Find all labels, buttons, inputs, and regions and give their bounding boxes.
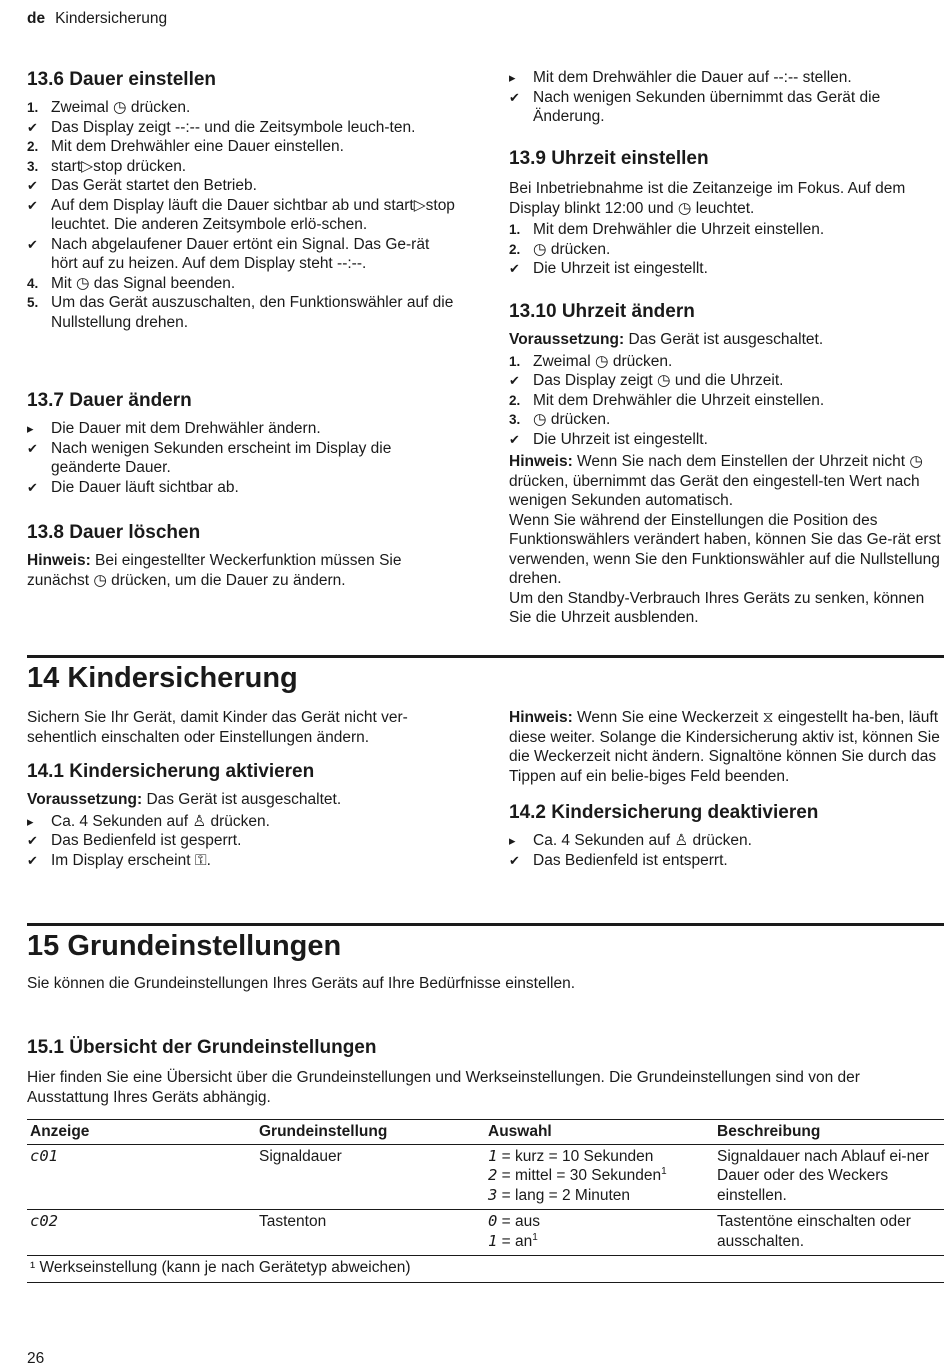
section-14-right [509,708,944,870]
table-header-row [27,1120,944,1145]
list-13-8 [509,68,944,127]
note-text: Wenn Sie eine Weckerzeit ⧖ eingestellt ha-ben, läuft diese weiter. Solange die Kindersicherung aktiv ist, können Sie die Weckerzeit nicht ändern. Signaltöne können Sie durch das Tippen auf ein belie-biges Feld beenden. [509,709,940,785]
footnote-marker: 1 [661,1165,667,1177]
list-item-text: Das Display zeigt ◷ und die Uhrzeit. [533,372,784,389]
list-item [27,831,457,851]
option-text: = an [497,1232,533,1250]
list-item [27,419,457,439]
list-13-9 [509,220,944,279]
section-14-left [27,708,457,870]
list-item-text: Nach wenigen Sekunden erscheint im Display die geänderte Dauer. [51,439,392,476]
col-header-anzeige: Anzeige [27,1120,256,1145]
option-text: = mittel = 30 Sekunden [497,1167,662,1184]
option-code: 0 [488,1212,498,1230]
list-item-text: Nach wenigen Sekunden übernimmt das Gerät die Änderung. [533,88,881,125]
list-13-10 [509,352,944,450]
cell-anzeige: c02 [27,1210,256,1256]
step-number: 2. [509,241,521,257]
heading-14-2: 14.2 Kindersicherung deaktivieren [509,802,819,823]
checkmark-icon: ✔ [27,178,38,193]
list-item [27,478,457,498]
prereq-13-10 [509,330,944,350]
page-number: 26 [27,1350,45,1367]
section-rule-15 [27,923,944,926]
heading-13-6: 13.6 Dauer einstellen [27,69,217,90]
list-item [27,157,457,177]
prereq-text: Das Gerät ist ausgeschaltet. [628,331,824,348]
list-item-text: Das Bedienfeld ist entsperrt. [533,851,728,869]
checkmark-icon: ✔ [509,431,520,447]
heading-13-9: 13.9 Uhrzeit einstellen [509,148,709,169]
list-item [27,439,457,478]
cell-grundeinstellung: Tastenton [256,1210,485,1256]
heading-13-7: 13.7 Dauer ändern [27,390,192,411]
footnote-marker: 1 [532,1231,538,1243]
list-item-text: Mit dem Drehwähler die Dauer auf --:-- stellen. [533,69,852,86]
list-item [27,293,457,332]
list-item [27,98,457,118]
cell-auswahl [485,1144,714,1210]
table-row [27,1210,944,1256]
list-item-text: Das Display zeigt --:-- und die Zeitsymbole leuch-ten. [51,118,416,136]
intro-14: Sichern Sie Ihr Gerät, damit Kinder das Gerät nicht ver-sehentlich einschalten oder Einstellungen ändern. [27,709,408,746]
option-code: 1 [488,1146,498,1165]
arrow-bullet-icon: ▸ [27,421,34,436]
option-line [488,1186,711,1206]
section-13-9 [509,147,944,279]
arrow-bullet-icon: ▸ [509,833,516,848]
list-item-text: start▷stop drücken. [51,157,187,175]
list-item [509,88,944,127]
section-13-6 [27,68,457,332]
note-13-10-b: Wenn Sie während der Einstellungen die Position des Funktionswählers verändert haben, können Sie das Ge-rät erst verwenden, wenn Sie den Funktionswähler auf die Nullstellung drehen. [509,511,941,587]
list-item [509,410,944,430]
option-line [488,1166,711,1186]
list-item [509,430,944,450]
option-text: = lang = 2 Minuten [497,1186,631,1204]
list-item-text: Zweimal ◷ drücken. [51,99,191,116]
checkmark-icon: ✔ [509,89,520,105]
col-header-beschreibung: Beschreibung [714,1120,944,1145]
list-item [27,118,457,138]
note-label: Hinweis: [27,552,91,569]
option-code: 1 [488,1231,498,1250]
prereq-label: Voraussetzung: [27,791,143,808]
list-item-text: ◷ drücken. [533,240,611,258]
arrow-bullet-icon: ▸ [27,813,34,829]
table-row [27,1144,944,1210]
list-14-1 [27,812,457,871]
list-13-7 [27,419,457,497]
section-13-8 [27,521,457,590]
cell-beschreibung: Signaldauer nach Ablauf ei-ner Dauer oder des Weckers einstellen. [714,1144,944,1210]
list-item [27,812,457,832]
note-text: Wenn Sie nach dem Einstellen der Uhrzeit nicht ◷ drücken, übernimmt das Gerät den eingestell-ten Wert nach wenigen Sekunden automatisch. [509,453,923,509]
checkmark-icon: ✔ [27,197,38,213]
list-item-text: Das Bedienfeld ist gesperrt. [51,832,242,849]
step-number: 3. [509,412,521,427]
step-number: 4. [27,275,39,291]
list-item-text: Mit dem Drehwähler die Uhrzeit einstellen. [533,221,825,238]
heading-14-1: 14.1 Kindersicherung aktivieren [27,761,315,782]
step-number: 1. [509,353,521,369]
table-footnote: ¹ Werkseinstellung (kann je nach Gerätetyp abweichen) [27,1256,944,1283]
list-item [509,240,944,260]
list-item [27,196,457,235]
list-item-text: ◷ drücken. [533,411,611,428]
heading-15-1: 15.1 Übersicht der Grundeinstellungen [27,1037,377,1058]
checkmark-icon: ✔ [27,440,38,456]
note-label: Hinweis: [509,709,573,726]
list-item-text: Die Uhrzeit ist eingestellt. [533,430,708,448]
list-item [509,851,944,871]
list-item [509,259,944,279]
checkmark-icon: ✔ [27,119,38,135]
option-text: = kurz = 10 Sekunden [497,1147,654,1165]
list-item-text: Ca. 4 Sekunden auf ♙ drücken. [533,832,752,849]
option-line [488,1212,711,1232]
settings-table [27,1119,944,1283]
note-text: Bei eingestellter Weckerfunktion müssen Sie zunächst ◷ drücken, um die Dauer zu ändern. [27,552,402,589]
heading-14: 14 Kindersicherung [27,662,298,694]
list-item-text: Die Dauer läuft sichtbar ab. [51,478,239,496]
prereq-text: Das Gerät ist ausgeschaltet. [146,791,342,808]
option-line [488,1232,711,1252]
col-header-grundeinstellung: Grundeinstellung [256,1120,485,1145]
list-item [27,235,457,274]
step-number: 1. [27,100,39,115]
option-code: 2 [488,1166,498,1184]
list-item [509,220,944,240]
list-14-2 [509,831,944,870]
checkmark-icon: ✔ [509,373,520,388]
list-item [509,68,944,88]
step-number: 3. [27,158,39,174]
list-item-text: Nach abgelaufener Dauer ertönt ein Signal. Das Ge-rät hört auf zu heizen. Auf dem Display steht --:--. [51,235,430,272]
list-item-text: Mit ◷ das Signal beenden. [51,274,236,292]
intro-13-9: Bei Inbetriebnahme ist die Zeitanzeige im Fokus. Auf dem Display blinkt 12:00 und ◷ leuchtet. [509,180,906,217]
option-line [488,1147,711,1167]
list-item [509,352,944,372]
intro-15-1: Hier finden Sie eine Übersicht über die Grundeinstellungen und Werkseinstellungen. Die Grundeinstellungen sind von der Ausstattung Ihres Geräts abhängig. [27,1069,860,1106]
running-header [27,9,167,29]
checkmark-icon: ✔ [27,852,38,868]
list-item [27,176,457,196]
cell-auswahl [485,1210,714,1256]
cell-anzeige: c01 [27,1144,256,1210]
list-item [27,137,457,157]
option-text: = aus [497,1213,540,1230]
option-code: 3 [488,1185,498,1204]
step-number: 1. [509,222,521,237]
list-item-text: Das Gerät startet den Betrieb. [51,177,257,194]
list-item [27,274,457,294]
cell-grundeinstellung: Signaldauer [256,1144,485,1210]
list-item-text: Die Uhrzeit ist eingestellt. [533,260,708,277]
section-rule-14 [27,655,944,658]
cell-beschreibung: Tastentöne einschalten oder ausschalten. [714,1210,944,1256]
section-13-8-cont [509,68,944,127]
intro-15: Sie können die Grundeinstellungen Ihres Geräts auf Ihre Bedürfnisse einstellen. [27,975,576,992]
step-number: 5. [27,295,39,310]
list-item-text: Zweimal ◷ drücken. [533,352,673,370]
checkmark-icon: ✔ [27,833,38,848]
list-item-text: Mit dem Drehwähler die Uhrzeit einstellen. [533,391,825,409]
section-13-7 [27,389,457,497]
prereq-14-1 [27,790,457,810]
list-item [27,851,457,871]
list-item-text: Die Dauer mit dem Drehwähler ändern. [51,420,321,437]
checkmark-icon: ✔ [509,852,520,868]
list-item [509,391,944,411]
step-number: 2. [509,392,521,408]
heading-13-10: 13.10 Uhrzeit ändern [509,301,695,322]
note-13-10 [509,452,944,511]
step-number: 2. [27,139,39,154]
checkmark-icon: ✔ [27,479,38,495]
list-item-text: Ca. 4 Sekunden auf ♙ drücken. [51,812,270,830]
list-item-text: Im Display erscheint ⚿. [51,851,211,869]
note-13-8 [27,551,457,590]
list-item-text: Um das Gerät auszuschalten, den Funktionswähler auf die Nullstellung drehen. [51,294,454,331]
note-14 [509,708,944,786]
heading-13-8: 13.8 Dauer löschen [27,522,201,543]
heading-15: 15 Grundeinstellungen [27,930,342,962]
checkmark-icon: ✔ [509,261,520,276]
list-item [509,831,944,851]
list-13-6 [27,98,457,332]
list-item-text: Mit dem Drehwähler eine Dauer einstellen. [51,138,344,155]
language-code: de [27,10,46,27]
list-item-text: Auf dem Display läuft die Dauer sichtbar ab und start▷stop leuchtet. Die anderen Zeitsymbole erlö-schen. [51,196,455,233]
note-label: Hinweis: [509,453,573,470]
list-item [509,371,944,391]
col-header-auswahl: Auswahl [485,1120,714,1145]
table-footnote-row [27,1256,944,1283]
arrow-bullet-icon: ▸ [509,70,516,85]
header-title: Kindersicherung [55,10,168,27]
section-13-10 [509,300,944,628]
note-13-10-c: Um den Standby-Verbrauch Ihres Geräts zu senken, können Sie die Uhrzeit ausblenden. [509,589,925,626]
checkmark-icon: ✔ [27,236,38,252]
prereq-label: Voraussetzung: [509,331,625,348]
